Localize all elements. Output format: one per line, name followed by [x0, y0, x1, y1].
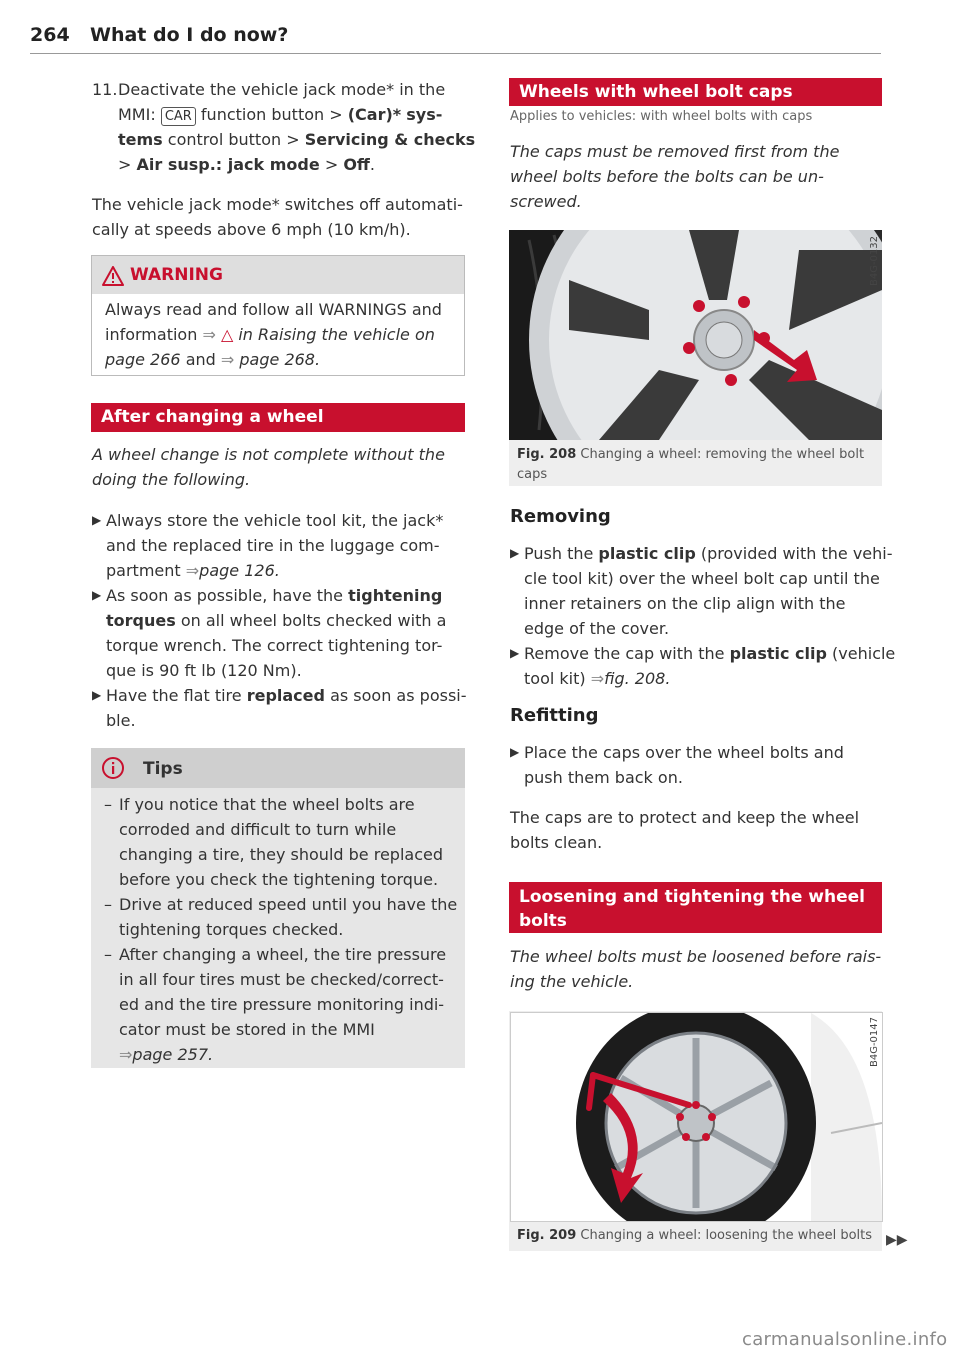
tips-header — [91, 748, 465, 788]
warning-box — [91, 255, 465, 376]
fig209-code: B4G-0147 — [869, 1017, 880, 1068]
b3-text-a: Have the flat tire — [106, 686, 242, 705]
after-intro-2: doing the following. — [92, 470, 251, 489]
bullet2-line2 — [106, 608, 446, 633]
warning-header — [92, 256, 464, 294]
tip3-line1: After changing a wheel, the tire pressure — [119, 945, 447, 964]
wheel-bolt-cap-photo — [509, 230, 882, 440]
header-divider — [30, 53, 881, 54]
air-susp-text: Air susp.: jack mode — [136, 155, 320, 174]
bullet-marker-icon: ▶ — [92, 588, 102, 602]
bullet1-line3 — [106, 558, 280, 583]
sys-text: sys- — [406, 105, 443, 124]
caps-intro-1: The caps must be removed first from the — [510, 142, 840, 161]
r1-plastic-clip: plastic clip — [598, 544, 696, 563]
continue-arrow-icon: ▶▶ — [886, 1232, 908, 1248]
fig208-label: Fig. 208 — [517, 447, 577, 462]
car-key: CAR — [161, 107, 196, 126]
bullet-marker-icon: ▶ — [510, 546, 520, 560]
removing1-line1 — [524, 541, 893, 566]
after-changing-heading: After changing a wheel — [91, 403, 465, 432]
function-button-text: function button > — [200, 105, 343, 124]
removing1-line2: cle tool kit) over the wheel bolt cap until the — [524, 569, 880, 588]
step-line-1: Deactivate the vehicle jack mode* in the — [118, 80, 446, 99]
bullet-marker-icon: ▶ — [92, 688, 102, 702]
tip1-line1: If you notice that the wheel bolts are — [119, 795, 415, 814]
warning-line-1: Always read and follow all WARNINGS and — [105, 300, 442, 319]
tip2-line2: tightening torques checked. — [119, 920, 344, 939]
tips-dash: – — [104, 945, 112, 964]
applies-to: Applies to vehicles: with wheel bolts with caps — [510, 109, 813, 124]
refitting-line1: Place the caps over the wheel bolts and — [524, 743, 844, 762]
page-header-title: What do I do now? — [90, 24, 289, 46]
tip3-line3: ed and the tire pressure monitoring indi- — [119, 995, 445, 1014]
loosen-intro-1: The wheel bolts must be loosened before rais- — [510, 947, 882, 966]
fig208-caption-2: caps — [517, 467, 548, 482]
r1-a: Push the — [524, 544, 594, 563]
after-intro-1: A wheel change is not complete without the — [92, 445, 445, 464]
removing1-line4: edge of the cover. — [524, 619, 670, 638]
r1-c: (provided with the vehi- — [700, 544, 893, 563]
bullet2-line4: que is 90 ft lb (120 Nm). — [106, 661, 302, 680]
bullet-marker-icon: ▶ — [92, 513, 102, 527]
jack-mode-note-2: cally at speeds above 6 mph (10 km/h). — [92, 220, 411, 239]
warning-line-2 — [105, 322, 435, 347]
fig208-caption-1: Changing a wheel: removing the wheel bolt — [580, 447, 865, 462]
fig209-label: Fig. 209 — [517, 1228, 577, 1243]
fig-208-link[interactable]: fig. 208. — [604, 669, 671, 688]
bullet2-line3: torque wrench. The correct tightening tor- — [106, 636, 443, 655]
period: . — [369, 155, 375, 174]
page-257-link[interactable]: page 257. — [132, 1045, 214, 1064]
warning-title: WARNING — [130, 265, 223, 285]
tems-text: tems — [118, 130, 163, 149]
off-text: Off — [343, 155, 370, 174]
watermark: carmanualsonline.info — [742, 1329, 948, 1350]
b3-text-c: as soon as possi- — [330, 686, 467, 705]
warning-page-268[interactable]: page 268. — [239, 350, 321, 369]
step-line-4 — [118, 152, 375, 177]
warning-page-266[interactable]: page 266 — [105, 350, 181, 369]
refitting-line2: push them back on. — [524, 768, 683, 787]
b2-text-a: As soon as possible, have the — [106, 586, 344, 605]
ref-arrow-icon: ⇒ — [220, 350, 235, 369]
fig208-code: B4G-0132 — [869, 236, 880, 287]
tip3-line4: cator must be stored in the MMI — [119, 1020, 375, 1039]
ref-arrow-icon: ⇒ — [119, 1045, 133, 1064]
b2-text-b: on all wheel bolts checked with a — [180, 611, 447, 630]
info-icon — [101, 756, 125, 780]
tip1-line2: corroded and difficult to turn while — [119, 820, 397, 839]
loosen-intro-2: ing the vehicle. — [510, 972, 634, 991]
removing-heading: Removing — [510, 506, 611, 527]
page-126-link[interactable]: page 126. — [199, 561, 280, 580]
bullet-marker-icon: ▶ — [510, 745, 520, 759]
caps-note-1: The caps are to protect and keep the wheel — [510, 808, 860, 827]
step-number: 11. — [92, 80, 118, 99]
tips-dash: – — [104, 795, 112, 814]
wheel-cap-illustration — [509, 230, 882, 440]
page-number: 264 — [30, 24, 70, 46]
bullet-marker-icon: ▶ — [510, 646, 520, 660]
fig209-caption — [517, 1226, 877, 1246]
warning-line-3 — [105, 347, 320, 372]
gt-1: > — [118, 155, 132, 174]
tip3-line5 — [119, 1042, 213, 1067]
refitting-heading: Refitting — [510, 705, 599, 726]
loosening-bolts-illustration-frame — [510, 1012, 883, 1222]
tip3-line2: in all four tires must be checked/correct- — [119, 970, 444, 989]
jack-mode-note-1: The vehicle jack mode* switches off automati- — [92, 195, 463, 214]
ref-arrow-icon: ⇒ — [185, 561, 200, 580]
caps-note-2: bolts clean. — [510, 833, 603, 852]
control-button-text: control button > — [167, 130, 300, 149]
removing2-line2 — [524, 666, 670, 691]
caps-intro-3: screwed. — [510, 192, 582, 211]
step-line-2 — [118, 102, 442, 127]
warning-info-text: information — [105, 325, 198, 344]
step-line-3 — [118, 127, 475, 152]
ref-arrow-icon: ⇒ — [202, 325, 216, 344]
fig209-caption-text: Changing a wheel: loosening the wheel bolts — [580, 1228, 873, 1243]
fig208-caption — [517, 445, 877, 485]
wheel-wrench-illustration — [511, 1013, 882, 1221]
servicing-text: Servicing & checks — [304, 130, 476, 149]
tip1-line3: changing a tire, they should be replaced — [119, 845, 443, 864]
tips-dash: – — [104, 895, 112, 914]
mmi-label: MMI: — [118, 105, 156, 124]
warning-and: and — [185, 350, 216, 369]
loosening-heading-line2: bolts — [519, 911, 567, 931]
wheel-bolt-caps-heading: Wheels with wheel bolt caps — [509, 78, 882, 106]
warning-triangle-icon — [102, 266, 124, 286]
warning-ref-link[interactable]: in Raising the vehicle on — [238, 325, 435, 344]
tips-title: Tips — [143, 759, 183, 779]
figure-208 — [509, 230, 882, 486]
removing1-line3: inner retainers on the clip align with the — [524, 594, 846, 613]
ref-arrow-icon: ⇒ — [590, 669, 605, 688]
tip2-line1: Drive at reduced speed until you have the — [119, 895, 458, 914]
tips-box — [91, 748, 465, 1068]
bullet3-line2: ble. — [106, 711, 136, 730]
loosening-heading-line1: Loosening and tightening the wheel — [519, 887, 865, 907]
bullet3-line1 — [106, 683, 467, 708]
r2-tool-kit: tool kit) — [524, 669, 586, 688]
b2-tightening: tightening — [348, 586, 443, 605]
bullet1-line1: Always store the vehicle tool kit, the jack* — [106, 511, 444, 530]
r2-plastic-clip: plastic clip — [729, 644, 827, 663]
gt-2: > — [324, 155, 339, 174]
caps-intro-2: wheel bolts before the bolts can be un- — [510, 167, 824, 186]
loosening-heading — [509, 882, 882, 933]
b2-torques: torques — [106, 611, 176, 630]
figure-209 — [509, 1011, 882, 1251]
bullet1-line2: and the replaced tire in the luggage com- — [106, 536, 440, 555]
removing2-line1 — [524, 641, 895, 666]
tip1-line4: before you check the tightening torque. — [119, 870, 439, 889]
b3-replaced: replaced — [246, 686, 325, 705]
warning-mini-icon: △ — [220, 325, 234, 344]
partment-text: partment — [106, 561, 181, 580]
r2-c: (vehicle — [832, 644, 896, 663]
bullet2-line1 — [106, 583, 442, 608]
car-label: (Car)* — [347, 105, 402, 124]
r2-a: Remove the cap with the — [524, 644, 725, 663]
